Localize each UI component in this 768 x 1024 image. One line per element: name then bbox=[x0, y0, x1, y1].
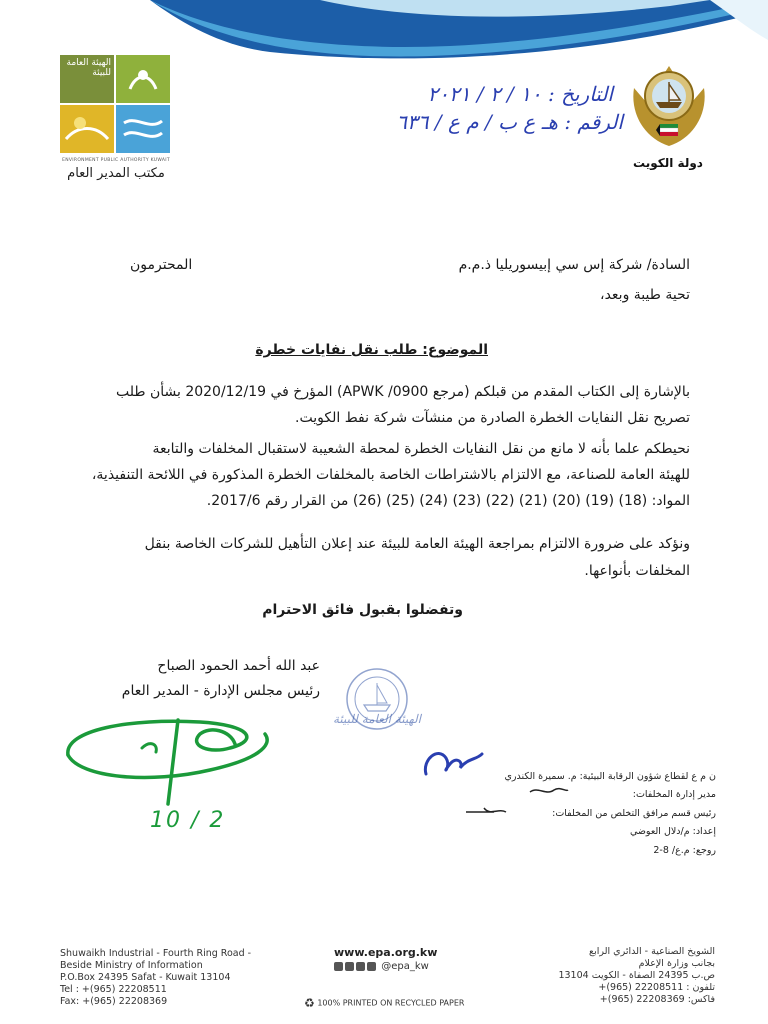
footer-address-english bbox=[60, 948, 251, 1007]
routing-line-2: مدير إدارة المخلفات: bbox=[632, 789, 716, 800]
initials-signature bbox=[420, 738, 490, 783]
paragraph-2-line-3: المواد: (18) (19) (20) (21) (22) (23) (24) (25) (26) من القرار رقم 2017/6. bbox=[206, 493, 690, 509]
handwritten-reference: الرقم : هـ ع ب / م ع / ٦٣٦ bbox=[396, 110, 623, 134]
footer-ar-line-4: تلفون : 22208511 (965)+ bbox=[598, 981, 715, 993]
kuwait-emblem-icon bbox=[630, 58, 708, 148]
epa-logo-tile-lightgreen bbox=[116, 55, 170, 103]
footer-ar-line-1: الشويخ الصناعية - الدائري الرابع bbox=[589, 946, 715, 957]
addressee-line bbox=[130, 257, 690, 273]
director-signature bbox=[60, 700, 280, 810]
stamp-text: الهيئة العامة للبيئة bbox=[332, 712, 422, 726]
footer-en-line-5: Fax: +(965) 22208369 bbox=[60, 995, 168, 1007]
office-name: مكتب المدير العام bbox=[67, 166, 165, 181]
addressee-name: السادة/ شركة إس سي إبيسوريليا ذ.م.م bbox=[458, 257, 690, 273]
footer-ar-line-5: فاكس: 22208369 (965)+ bbox=[599, 993, 715, 1005]
footer-website: www.epa.org.kw bbox=[334, 946, 438, 959]
epa-logo-tile-green bbox=[60, 55, 114, 103]
facebook-icon bbox=[367, 962, 376, 971]
footer-en-line-4: Tel : +(965) 22208511 bbox=[60, 983, 167, 995]
paragraph-1-line-2: تصريح نقل النفايات الخطرة الصادرة من منشآت شركة نفط الكويت. bbox=[295, 410, 690, 426]
epa-logo-tile-yellow bbox=[60, 105, 114, 153]
recycled-text: 100% PRINTED ON RECYCLED PAPER bbox=[317, 998, 465, 1008]
paragraph-1-line-1: بالإشارة إلى الكتاب المقدم من قبلكم (مرجع APWK /0900) المؤرخ في 2020/12/19 بشأن طلب bbox=[115, 384, 690, 400]
subject-line: الموضوع: طلب نقل نفايات خطرة bbox=[255, 342, 488, 358]
signature-date: 10 / 2 bbox=[150, 808, 226, 833]
greeting: تحية طيبة وبعد، bbox=[600, 287, 690, 303]
routing-line-5: روجع: م.ع/ 8-2 bbox=[653, 845, 716, 856]
signer-title: رئيس مجلس الإدارة - المدير العام bbox=[121, 683, 320, 699]
state-name: دولة الكويت bbox=[633, 156, 703, 170]
routing-line-3: رئيس قسم مرافق التخلص من المخلفات: bbox=[552, 808, 716, 819]
epa-tagline: ENVIRONMENT PUBLIC AUTHORITY KUWAIT bbox=[62, 158, 170, 163]
official-stamp bbox=[322, 655, 432, 765]
paragraph-3-line-2: المخلفات بأنواعها. bbox=[584, 563, 690, 579]
footer-address-arabic bbox=[545, 946, 715, 1005]
social-handle: @epa_kw bbox=[381, 961, 429, 972]
footer-ar-line-3: ص.ب 24395 الصفاة - الكويت 13104 bbox=[558, 969, 715, 981]
addressee-honorific: المحترمون bbox=[130, 257, 193, 273]
twitter-icon bbox=[356, 962, 365, 971]
signer-name: عبد الله أحمد الحمود الصباح bbox=[157, 658, 320, 674]
youtube-icon bbox=[334, 962, 343, 971]
footer-recycled bbox=[304, 996, 464, 1010]
footer-en-line-1: Shuwaikh Industrial - Fourth Ring Road - bbox=[60, 948, 252, 959]
routing-initials-1 bbox=[528, 784, 570, 798]
handwritten-date: التاريخ : ١٠ / ٢ / ٢٠٢١ bbox=[427, 82, 613, 106]
recycle-icon: ♻ bbox=[304, 996, 315, 1010]
routing-line-1: ن م ع لقطاع شؤون الرقابة البيئية: م. سميرة الكندري bbox=[504, 771, 716, 782]
footer-social bbox=[334, 961, 429, 972]
epa-logo bbox=[60, 55, 172, 155]
closing-line: وتفضلوا بقبول فائق الاحترام bbox=[262, 602, 463, 618]
routing-line-4: إعداد: م/دلال العوضي bbox=[629, 826, 716, 837]
instagram-icon bbox=[345, 962, 354, 971]
paragraph-3-line-1: ونؤكد على ضرورة الالتزام بمراجعة الهيئة العامة للبيئة عند إعلان التأهيل للشركات الخاصة بنقل bbox=[144, 536, 690, 552]
paragraph-2-line-2: للهيئة العامة للصناعة، مع الالتزام بالاشتراطات الخاصة بالمخلفات الخطرة المذكورة في اللائحة التنفيذية، bbox=[91, 467, 690, 483]
paragraph-2-line-1: نحيطكم علما بأنه لا مانع من نقل النفايات الخطرة لمحطة الشعيبة لاستقبال المخلفات والتابعة bbox=[152, 441, 690, 457]
routing-initials-2 bbox=[464, 806, 508, 818]
epa-logo-tile-blue bbox=[116, 105, 170, 153]
footer-en-line-3: P.O.Box 24395 Safat - Kuwait 13104 bbox=[60, 971, 231, 983]
footer-en-line-2: Beside Ministry of Information bbox=[60, 959, 203, 971]
epa-logo-text: الهيئة العامة للبيئة bbox=[66, 58, 111, 78]
footer-ar-line-2: بجانب وزارة الإعلام bbox=[638, 957, 715, 969]
